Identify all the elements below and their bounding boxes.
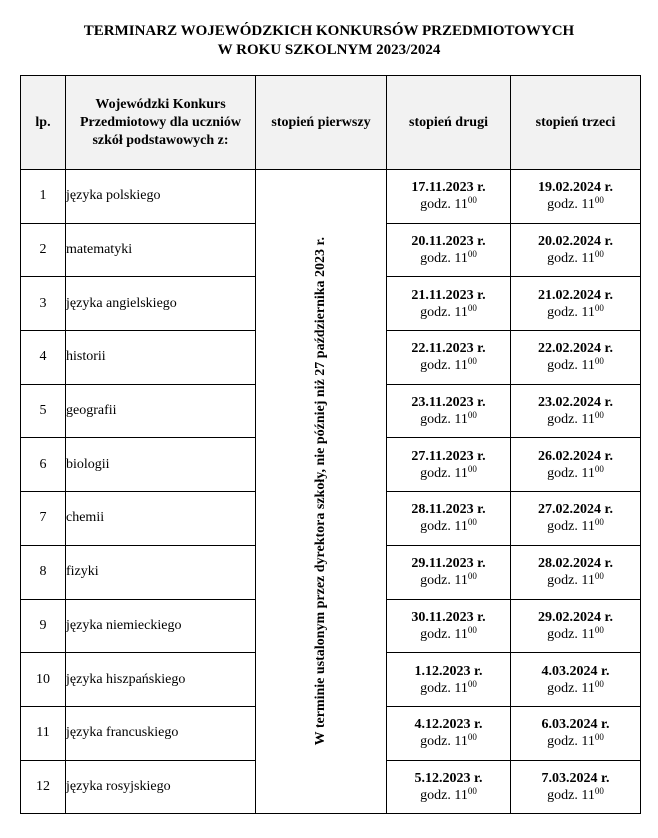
time-label: godz. 11 (547, 412, 595, 428)
time-label: godz. 11 (420, 358, 468, 374)
third-stage-date-cell (511, 170, 641, 224)
start-time (387, 518, 510, 535)
second-stage-date-cell (387, 384, 511, 438)
second-stage-date: 23.11.2023 r. (411, 395, 486, 411)
title-line-1: TERMINARZ WOJEWÓDZKICH KONKURSÓW PRZEDMIOTOWYCH (83, 23, 575, 39)
third-stage-date-cell (511, 331, 641, 385)
second-stage-date: 22.11.2023 r. (411, 341, 486, 357)
time-minutes: 00 (467, 356, 477, 367)
second-stage-date: 1.12.2023 r. (414, 663, 483, 679)
subject-name: historii (66, 331, 256, 385)
third-stage-date-cell (511, 438, 641, 492)
time-minutes: 00 (467, 732, 477, 743)
start-time (511, 518, 640, 535)
time-minutes: 00 (594, 571, 604, 582)
title-line-2: W ROKU SZKOLNYM 2023/2024 (217, 42, 441, 58)
second-stage-date: 27.11.2023 r. (411, 448, 486, 464)
time-minutes: 00 (594, 195, 604, 206)
time-label: godz. 11 (547, 304, 595, 320)
second-stage-date: 29.11.2023 r. (411, 556, 486, 572)
time-label: godz. 11 (420, 519, 468, 535)
second-stage-date: 30.11.2023 r. (411, 609, 486, 625)
second-stage-date: 28.11.2023 r. (411, 502, 486, 518)
row-number: 9 (21, 599, 66, 653)
first-stage-cell (256, 170, 387, 814)
row-number: 1 (21, 170, 66, 224)
third-stage-date: 6.03.2024 r. (541, 717, 610, 733)
start-time (511, 465, 640, 482)
second-stage-date-cell (387, 223, 511, 277)
time-label: godz. 11 (547, 734, 595, 750)
start-time (511, 572, 640, 589)
time-label: godz. 11 (420, 573, 468, 589)
time-minutes: 00 (594, 410, 604, 421)
start-time (511, 357, 640, 374)
time-label: godz. 11 (547, 465, 595, 481)
first-stage-note: W terminie ustalonym przez dyrektora szkoły, nie później niż 27 października 2023 r. (313, 237, 328, 746)
start-time (511, 196, 640, 213)
second-stage-date: 4.12.2023 r. (414, 717, 483, 733)
third-stage-date-cell (511, 492, 641, 546)
second-stage-date-cell (387, 438, 511, 492)
time-minutes: 00 (594, 463, 604, 474)
third-stage-date-cell (511, 599, 641, 653)
start-time (387, 357, 510, 374)
table-body (21, 170, 641, 814)
third-stage-date: 28.02.2024 r. (538, 556, 613, 572)
time-minutes: 00 (467, 463, 477, 474)
time-minutes: 00 (594, 356, 604, 367)
third-stage-date: 21.02.2024 r. (538, 287, 613, 303)
start-time (511, 626, 640, 643)
second-stage-date-cell (387, 706, 511, 760)
document-title (0, 22, 658, 60)
header-lp: lp. (21, 76, 66, 170)
header-second-stage: stopień drugi (387, 76, 511, 170)
time-label: godz. 11 (547, 251, 595, 267)
time-minutes: 00 (467, 302, 477, 313)
time-label: godz. 11 (420, 304, 468, 320)
time-label: godz. 11 (420, 626, 468, 642)
time-label: godz. 11 (420, 412, 468, 428)
subject-name: języka niemieckiego (66, 599, 256, 653)
time-label: godz. 11 (420, 734, 468, 750)
time-label: godz. 11 (547, 573, 595, 589)
second-stage-date-cell (387, 277, 511, 331)
start-time (387, 680, 510, 697)
time-label: godz. 11 (547, 787, 595, 803)
time-label: godz. 11 (547, 680, 595, 696)
start-time (387, 196, 510, 213)
subject-name: chemii (66, 492, 256, 546)
third-stage-date: 4.03.2024 r. (541, 663, 610, 679)
third-stage-date-cell (511, 277, 641, 331)
time-minutes: 00 (594, 785, 604, 796)
time-minutes: 00 (467, 249, 477, 260)
third-stage-date: 29.02.2024 r. (538, 609, 613, 625)
third-stage-date: 7.03.2024 r. (541, 770, 610, 786)
time-minutes: 00 (467, 195, 477, 206)
third-stage-date: 19.02.2024 r. (538, 180, 613, 196)
start-time (511, 304, 640, 321)
subject-name: języka francuskiego (66, 706, 256, 760)
start-time (511, 250, 640, 267)
third-stage-date-cell (511, 545, 641, 599)
third-stage-date: 26.02.2024 r. (538, 448, 613, 464)
time-label: godz. 11 (547, 358, 595, 374)
row-number: 8 (21, 545, 66, 599)
third-stage-date-cell (511, 706, 641, 760)
header-third-stage: stopień trzeci (511, 76, 641, 170)
time-label: godz. 11 (547, 197, 595, 213)
row-number: 3 (21, 277, 66, 331)
row-number: 11 (21, 706, 66, 760)
row-number: 7 (21, 492, 66, 546)
subject-name: języka rosyjskiego (66, 760, 256, 814)
time-label: godz. 11 (547, 626, 595, 642)
subject-name: biologii (66, 438, 256, 492)
start-time (387, 465, 510, 482)
competition-schedule-table (20, 75, 641, 814)
third-stage-date: 20.02.2024 r. (538, 234, 613, 250)
start-time (387, 250, 510, 267)
start-time (511, 411, 640, 428)
row-number: 2 (21, 223, 66, 277)
subject-name: języka angielskiego (66, 277, 256, 331)
time-label: godz. 11 (420, 465, 468, 481)
time-minutes: 00 (467, 785, 477, 796)
start-time (387, 411, 510, 428)
second-stage-date-cell (387, 653, 511, 707)
row-number: 6 (21, 438, 66, 492)
subject-name: fizyki (66, 545, 256, 599)
second-stage-date: 17.11.2023 r. (411, 180, 486, 196)
start-time (511, 787, 640, 804)
row-number: 4 (21, 331, 66, 385)
second-stage-date: 20.11.2023 r. (411, 234, 486, 250)
subject-name: języka hiszpańskiego (66, 653, 256, 707)
subject-name: geografii (66, 384, 256, 438)
third-stage-date-cell (511, 653, 641, 707)
row-number: 5 (21, 384, 66, 438)
second-stage-date: 5.12.2023 r. (414, 770, 483, 786)
start-time (387, 787, 510, 804)
subject-name: matematyki (66, 223, 256, 277)
time-minutes: 00 (467, 624, 477, 635)
second-stage-date-cell (387, 331, 511, 385)
third-stage-date-cell (511, 760, 641, 814)
start-time (511, 680, 640, 697)
time-minutes: 00 (467, 678, 477, 689)
time-label: godz. 11 (420, 787, 468, 803)
second-stage-date-cell (387, 760, 511, 814)
second-stage-date: 21.11.2023 r. (411, 287, 486, 303)
time-minutes: 00 (594, 624, 604, 635)
second-stage-date-cell (387, 599, 511, 653)
time-minutes: 00 (467, 571, 477, 582)
header-row (21, 76, 641, 170)
time-minutes: 00 (467, 517, 477, 528)
third-stage-date: 23.02.2024 r. (538, 395, 613, 411)
start-time (387, 572, 510, 589)
start-time (387, 733, 510, 750)
row-number: 10 (21, 653, 66, 707)
second-stage-date-cell (387, 492, 511, 546)
time-label: godz. 11 (420, 251, 468, 267)
header-first-stage: stopień pierwszy (256, 76, 387, 170)
start-time (387, 304, 510, 321)
time-minutes: 00 (594, 302, 604, 313)
start-time (511, 733, 640, 750)
third-stage-date-cell (511, 384, 641, 438)
time-minutes: 00 (467, 410, 477, 421)
time-label: godz. 11 (420, 197, 468, 213)
second-stage-date-cell (387, 170, 511, 224)
time-label: godz. 11 (420, 680, 468, 696)
table-row (21, 170, 641, 224)
second-stage-date-cell (387, 545, 511, 599)
start-time (387, 626, 510, 643)
time-minutes: 00 (594, 517, 604, 528)
row-number: 12 (21, 760, 66, 814)
time-minutes: 00 (594, 678, 604, 689)
time-label: godz. 11 (547, 519, 595, 535)
third-stage-date: 22.02.2024 r. (538, 341, 613, 357)
third-stage-date: 27.02.2024 r. (538, 502, 613, 518)
header-subject: Wojewódzki Konkurs Przedmiotowy dla uczniów szkół podstawowych z: (66, 76, 256, 170)
third-stage-date-cell (511, 223, 641, 277)
time-minutes: 00 (594, 732, 604, 743)
subject-name: języka polskiego (66, 170, 256, 224)
time-minutes: 00 (594, 249, 604, 260)
